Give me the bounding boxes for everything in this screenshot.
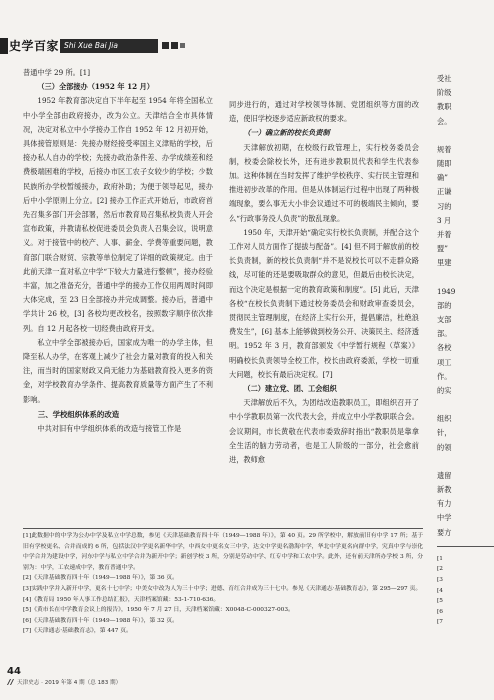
cropped-line: 确” xyxy=(437,171,494,185)
footnote: [5]《黄市长在中学教育会议上的报告》，1950 年 7 月 27 日，天津档案馆藏：X0048-C-000327-003。 xyxy=(23,605,423,616)
paragraph: 1950 年，天津开始“确定实行校长负责制，并配合这个工作对人员方面作了提拔与配备”。[4] 但不同于解放前的校长负责制，新的校长负责制“并不是说校长可以不走群众路线，尽可能的还是要吸取群众的意见，但最后由校长决定，而这个决定是根据一定的教育政策和制度”。[5] 此后，天津各校“在校长负责制下通过校务委员会和财政审查委员会，贯彻民主管理制度，在经济上实行公开，提倡廉洁，杜绝浪费发生”，[6] 基本上能够做到校务公开、决策民主、经济透明。1952 年 3 月，教育部颁发《中学暂行规程（草案）》明确校长负责领导全校工作，校长由政府委派，学校一切重大问题，校长有最后决定权。[7] xyxy=(229,226,419,382)
cropped-line: 有力 xyxy=(437,497,494,511)
cropped-line: 习的 xyxy=(437,200,494,214)
cropped-line: 要方 xyxy=(437,526,494,540)
cropped-line: 作。 xyxy=(437,370,494,384)
cropped-line: 中学 xyxy=(437,511,494,525)
paragraph: 中共对旧有中学组织体系的改造与接管工作是 xyxy=(23,422,213,436)
paragraph: 普通中学 29 所。[1] xyxy=(23,66,213,80)
paragraph: 天津解放初期，在校级行政管理上，实行校务委员会制，校委会除校长外，还有进步教职员代表和学生代表参加。这种体制在当时发挥了维护学校秩序、实行民主管理和推进初步改革的作用。但是从体制运行过程中出现了两种极端现象，要么事无大小非会议通过不可的极端民主倾向，要么“行政事务没人负责”的散乱现象。 xyxy=(229,141,419,226)
cropped-line: 盟” xyxy=(437,242,494,256)
journal-footer xyxy=(7,678,121,686)
page-number: 44 xyxy=(7,666,21,677)
spacer xyxy=(437,271,494,285)
spacer xyxy=(437,455,494,469)
footnote: [2]《天津基础教育四十年（1949—1988 年）》，第 36 页。 xyxy=(23,573,423,584)
cropped-line: 组织 xyxy=(437,412,494,426)
paragraph: 天津解放后不久，为团结改造教职员工，即组织召开了中小学教职员第一次代表大会，并成立中小学教职联合会。会议期间，市长黄敬在代表市委致辞时指出“教职员是靠拿全生活的脑力劳动者，也是工人阶级的一部分，社会愈前进，教师愈 xyxy=(229,396,419,467)
section-heading: 三、学校组织体系的改造 xyxy=(23,407,213,422)
paragraph: 同步进行的，通过对学校领导体制、党团组织等方面的改造，使旧学校逐步适应新政权的要求。 xyxy=(229,98,419,126)
subsection-heading: （二）建立党、团、工会组织 xyxy=(229,382,419,396)
footnote-mark: [5 xyxy=(437,596,494,607)
cropped-line: 遗留 xyxy=(437,469,494,483)
cropped-line: 阶级 xyxy=(437,86,494,100)
cropped-line: 支部 xyxy=(437,313,494,327)
cropped-line: 3 月 xyxy=(437,214,494,228)
cropped-line: 里建 xyxy=(437,256,494,270)
cropped-line: 随即 xyxy=(437,157,494,171)
cropped-line: 部。 xyxy=(437,327,494,341)
footnote-mark: [2 xyxy=(437,564,494,575)
footnote-rule xyxy=(437,546,494,554)
spacer xyxy=(437,398,494,412)
cropped-line: 新教 xyxy=(437,483,494,497)
footnote-mark: [1 xyxy=(437,554,494,565)
footnote: [4]《教育局 1950 年人事工作总结汇报》，天津档案馆藏：53-1-710-636。 xyxy=(23,595,423,606)
footnote-mark: [7 xyxy=(437,617,494,628)
header-square-ornament xyxy=(171,42,178,49)
cropped-line: 正谦 xyxy=(437,185,494,199)
footnote-mark: [4 xyxy=(437,586,494,597)
cropped-line: 部的 xyxy=(437,299,494,313)
cropped-line: 1949 xyxy=(437,285,494,299)
footnote: [1]此数据中的中学为公办中学及私立中学总数，参见《天津基础教育四十年（1949—1988 年）》，第 40 页。29 所学校中，解放前旧有中学 17 所；基于旧有学校更名、合并而成的 6 所，包括法汉中学更名新华中学，中西女中更名女三中学，达文中学更名渤海中学，华北中学更名向群中学，究真中学与崇化中学合并为建设中学，河东中学与私立中学合并为新开中学；新创学校 3 所，分别是劳动中学、红专中学和工农中学。此外，还有前天津所办学校 3 所，分别为：中学，工农速成中学，教育普通中学。 xyxy=(23,531,423,573)
footnote: [7]《天津通志·基础教育志》，第 447 页。 xyxy=(23,626,423,637)
header-square-ornament xyxy=(162,42,169,49)
cropped-line: 教职 xyxy=(437,100,494,114)
cropped-line: 受社 xyxy=(437,72,494,86)
footnote-mark: [3 xyxy=(437,575,494,586)
text-column-middle xyxy=(229,98,419,467)
cropped-line: 针， xyxy=(437,426,494,440)
cropped-line: 的实 xyxy=(437,384,494,398)
text-column-left xyxy=(23,66,213,436)
subsection-heading: （一）确立新的校长负责制 xyxy=(229,126,419,140)
cropped-line: 规着 xyxy=(437,143,494,157)
header-pinyin-banner: Shi Xue Bai Jia xyxy=(60,39,158,53)
footnote: [3]实践中学并入新开中学，更名十七中学；中美女中改为人为三十中学；进德、育红合并成为三十七中。参见《天津通志·基础教育志》，第 295—297 页。 xyxy=(23,584,423,595)
footnotes xyxy=(23,528,423,637)
cropped-line: 并着 xyxy=(437,228,494,242)
footnote: [6]《天津基础教育四十年（1949—1988 年）》，第 32 页。 xyxy=(23,616,423,627)
cropped-line: 项工 xyxy=(437,356,494,370)
cropped-line: 各校 xyxy=(437,341,494,355)
paragraph: 私立中学全部被接办后，国家成为唯一的办学主体，但降至私人办学，在客观上减少了社会力量对教育的投入和关注，而当时的国家财政又尚无能力为基础教育投入更多的资金，对学校教育办学条件、提高教育质量等方面产生了不利影响。 xyxy=(23,336,213,407)
header-black-bar xyxy=(0,38,8,54)
spacer xyxy=(437,129,494,143)
subsection-heading: （三）全部接办（1952 年 12 月） xyxy=(23,80,213,94)
journal-issue-label: 天津史志 · 2019 年第 4 期（总 183 期） xyxy=(17,680,121,686)
slash-ornament-icon xyxy=(7,679,15,685)
cropped-line: 的领 xyxy=(437,441,494,455)
header-square-ornament xyxy=(180,43,185,48)
text-column-right-cropped xyxy=(437,72,494,632)
journal-header xyxy=(0,38,192,54)
paragraph: 1952 年教育部决定自下半年起至 1954 年将全国私立中小学全部由政府接办，改为公立。天津结合全市具体情况，决定对私立中小学接办工作自 1952 年 12 月初开始，具体接管原则是：先接办财经接受率国主义津贴的学校，后接办私人自办的学校；先接办政治条件差、办学成绩差和经费极端困难的学校，后接办市区工农子女较少的学校；少数民族所办学校暂缓接办，政府补助；为便于领导起见，接办后中小学原则上分立。[2] 接办工作正式开始后，市政府首先召集多部门开会部署，然后市教育局召集私校负责人开会宣布政策，并教请私校促进委员会负责人召集会议，说明意义。对于接管中的校产、人事、薪金、学费等重要问题，教育部门联合财贸、宗教等单位制定了详细的政策规定。由于此前天津一直对私立中学“下较大力量进行整顿”，接办经验丰富，加之准备充分，普通中学的接办工作仅用两周时间即大体完成，至 23 日全部接办并完成调整。接办后，普通中学共计 26 校，[3] 各校均更改校名，按照数字顺序依次排列。自 12 月起各校一切经费由政府开支。 xyxy=(23,94,213,335)
footnote-mark: [6 xyxy=(437,607,494,618)
header-section-title: 史学百家 xyxy=(9,38,59,54)
cropped-line: 会。 xyxy=(437,115,494,129)
